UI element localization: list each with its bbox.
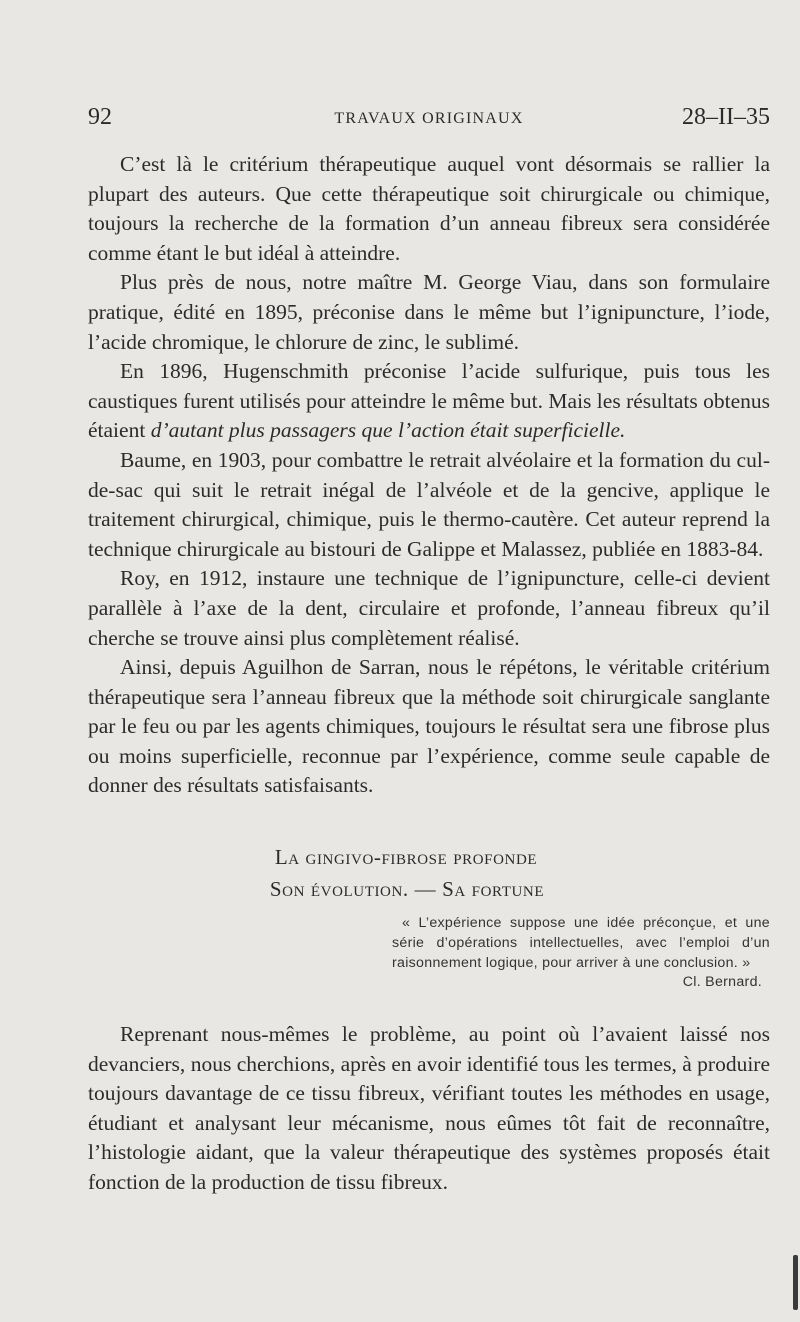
epigraph-author: Cl. Bernard. xyxy=(682,974,762,991)
page-edge-mark xyxy=(793,1255,798,1310)
closing-paragraph: Reprenant nous-mêmes le problème, au point où l’avaient laissé nos devanciers, nous cherchions, après en avoir identifié tous les termes, à produire toujours davantage de ce tissu fibreux, vérifiant toutes les méthodes en usage, étudiant et analysant leur mécanisme, nous eûmes tôt fait de reconnaître, l’histologie aidant, que la valeur thérapeutique des systèmes proposés était fonction de la production de tissu fibreux. xyxy=(88,1022,770,1194)
closing-body-text xyxy=(88,1020,770,1198)
page-header xyxy=(88,104,770,134)
paragraph-1: C’est là le critérium thérapeutique auquel vont désormais se rallier la plupart des auteurs. Que cette thérapeutique soit chirurgicale ou chimique, toujours la recherche de la formation d’un anneau fibreux sera considérée comme étant le but idéal à atteindre. xyxy=(88,152,770,265)
epigraph-quote: « L’expérience suppose une idée préconçue, et une série d’opérations intellectuelles, avec l’emploi d’un raisonnement logique, pour arriver à une conclusion. » xyxy=(392,915,770,971)
section-heading-title: La gingivo-fibrose profonde xyxy=(274,845,538,869)
header-date: 28–II–35 xyxy=(682,104,770,130)
paragraph-5: Roy, en 1912, instaure une technique de l’ignipuncture, celle-ci devient parallèle à l’axe de la dent, circulaire et profonde, l’anneau fibreux qu’il cherche se trouve ainsi plus complètement réalisé. xyxy=(88,566,770,650)
paragraph-2: Plus près de nous, notre maître M. George Viau, dans son formulaire pratique, édité en 1895, préconise dans le même but l’ignipuncture, l’iode, l’acide chromique, le chlorure de zinc, le sublimé. xyxy=(88,270,770,354)
body-text xyxy=(88,150,770,801)
running-head: TRAVAUX ORIGINAUX xyxy=(334,110,524,127)
page-number: 92 xyxy=(88,104,112,130)
paragraph-4: Baume, en 1903, pour combattre le retrait alvéolaire et la formation du cul-de-sac qui suit le retrait inégal de l’alvéole et de la gencive, applique le traitement chirurgical, chimique, puis le thermo-cautère. Cet auteur reprend la technique chirurgicale au bistouri de Galippe et Malassez, publiée en 1883-84. xyxy=(88,447,770,561)
section-heading-subtitle: Son évolution. — Sa fortune xyxy=(269,877,545,901)
paragraph-6: Ainsi, depuis Aguilhon de Sarran, nous le répétons, le véritable critérium thérapeutique sera l’anneau fibreux que la méthode soit chirurgicale sanglante par le feu ou par les agents chimiques, toujours le résultat sera une fibrose plus ou moins superficielle, reconnue par l’expérience, comme seule capable de donner des résultats satisfaisants. xyxy=(88,655,770,798)
paragraph-3 xyxy=(88,357,770,446)
paragraph-3-text: En 1896, Hugenschmith préconise l’acide sulfurique, puis tous les caustiques furent utilisés pour atteindre le même but. Mais les résultats obtenus étaient xyxy=(88,359,770,443)
epigraph xyxy=(392,914,770,993)
paragraph-3-italic: d’autant plus passagers que l’action était superficielle. xyxy=(150,418,626,443)
